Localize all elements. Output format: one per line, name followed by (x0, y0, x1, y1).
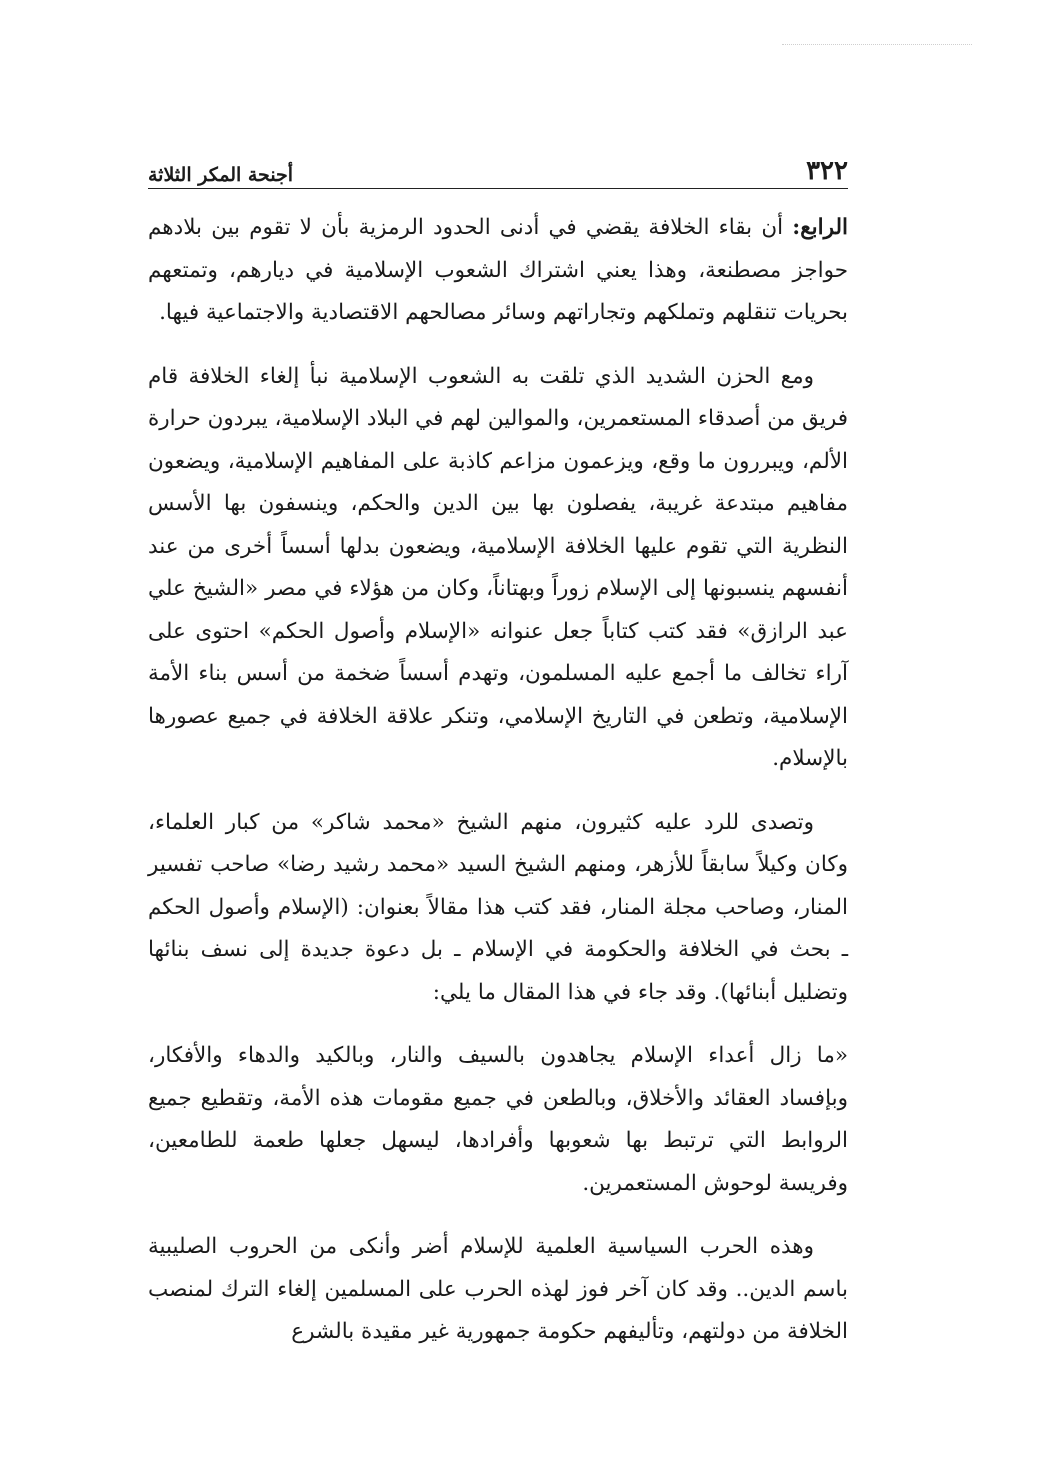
book-title: أجنحة المكر الثلاثة (148, 164, 294, 186)
body-text (148, 207, 848, 1354)
running-header (148, 150, 848, 189)
scan-artifact-line (782, 44, 972, 47)
paragraph-political-war: وهذه الحرب السياسية العلمية للإسلام أضر وأنكى من الحروب الصليبية باسم الدين.. وقد كان آخر فوز لهذه الحرب على المسلمين إلغاء الترك لمنصب الخلافة من دولتهم، وتأليفهم حكومة جمهورية غير مقيدة بالشرع (148, 1234, 848, 1344)
book-page (148, 150, 848, 1375)
paragraph-quotation: «ما زال أعداء الإسلام يجاهدون بالسيف والنار، وبالكيد والدهاء والأفكار، وبإفساد العقائد والأخلاق، وبالطعن في جميع مقومات هذه الأمة، وتقطيع جميع الروابط التي ترتبط بها شعوبها وأفرادها، ليسهل جعلها طعمة للطامعين، وفريسة لوحوش المستعمرين. (148, 1043, 848, 1196)
paragraph-text: أن بقاء الخلافة يقضي في أدنى الحدود الرمزية بأن لا تقوم بين بلادهم حواجز مصطنعة، وهذا يعني اشتراك الشعوب الإسلامية في ديارهم، وتمتعهم بحريات تنقلهم وتملكهم وتجاراتهم وسائر مصالحهم الاقتصادية والاجتماعية فيها. (148, 215, 848, 325)
paragraph-abolition-caliphate: ومع الحزن الشديد الذي تلقت به الشعوب الإسلامية نبأ إلغاء الخلافة قام فريق من أصدقاء المستعمرين، والموالين لهم في البلاد الإسلامية، يبردون حرارة الألم، ويبررون ما وقع، ويزعمون مزاعم كاذبة على المفاهيم الإسلامية، ويضعون مفاهيم مبتدعة غريبة، يفصلون بها بين الدين والحكم، وينسفون بها الأسس النظرية التي تقوم عليها الخلافة الإسلامية، ويضعون بدلها أسساً أخرى من عند أنفسهم ينسبونها إلى الإسلام زوراً وبهتاناً، وكان من هؤلاء في مصر «الشيخ علي عبد الرازق» فقد كتب كتاباً جعل عنوانه «الإسلام وأصول الحكم» احتوى على آراء تخالف ما أجمع عليه المسلمون، وتهدم أسساً ضخمة من أسس بناء الأمة الإسلامية، وتطعن في التاريخ الإسلامي، وتنكر علاقة الخلافة في جميع عصورها بالإسلام. (148, 363, 848, 771)
paragraph-fourth-point (148, 207, 848, 335)
paragraph-rebuttals: وتصدى للرد عليه كثيرون، منهم الشيخ «محمد شاكر» من كبار العلماء، وكان وكيلاً سابقاً للأزهر، ومنهم الشيخ السيد «محمد رشيد رضا» صاحب تفسير المنار، وصاحب مجلة المنار، فقد كتب هذا مقالاً بعنوان: (الإسلام وأصول الحكم ـ بحث في الخلافة والحكومة في الإسلام ـ بل دعوة جديدة إلى نسف بنائها وتضليل أبنائها). وقد جاء في هذا المقال ما يلي: (148, 809, 848, 1005)
paragraph-lead-word: الرابع: (792, 215, 848, 240)
page-number: ٣٢٢ (806, 156, 848, 186)
